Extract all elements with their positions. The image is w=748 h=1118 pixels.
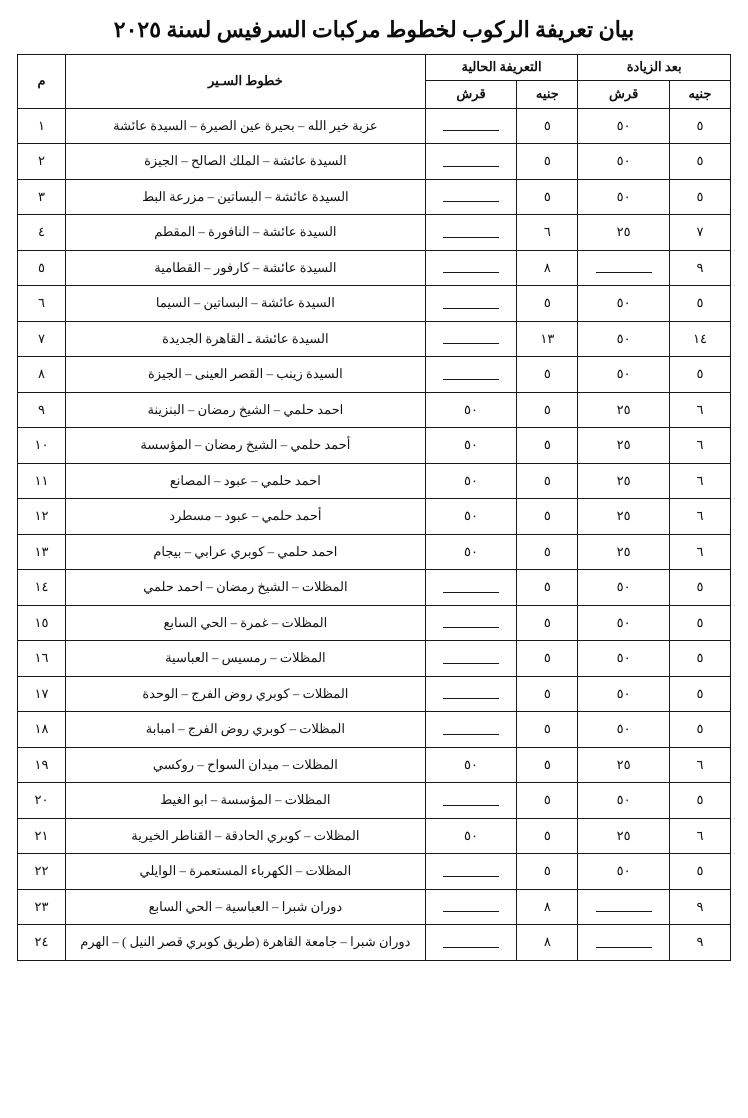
cell-number: ٢٤ xyxy=(18,925,66,961)
cell-current-pound: ٥ xyxy=(517,818,578,854)
cell-increase-pound: ٧ xyxy=(669,215,730,251)
cell-increase-piastre: ٥٠ xyxy=(578,179,670,215)
cell-route: المظلات – الشيخ رمضان – احمد حلمي xyxy=(66,570,426,606)
cell-increase-pound: ٥ xyxy=(669,357,730,393)
table-row xyxy=(18,747,731,783)
tariff-table xyxy=(17,54,731,961)
cell-route: المظلات – كوبري الحادقة – القناطر الخيرية xyxy=(66,818,426,854)
cell-increase-piastre: ٥٠ xyxy=(578,321,670,357)
dash-mark xyxy=(443,371,499,380)
cell-current-piastre: ٥٠ xyxy=(425,463,517,499)
header-increase-piastre: قرش xyxy=(578,80,670,108)
cell-number: ٢٣ xyxy=(18,889,66,925)
cell-route: السيدة عائشة – البساتين – مزرعة البط xyxy=(66,179,426,215)
table-row xyxy=(18,357,731,393)
cell-current-piastre xyxy=(425,641,517,677)
cell-current-piastre: ٥٠ xyxy=(425,428,517,464)
cell-number: ١١ xyxy=(18,463,66,499)
table-header xyxy=(18,54,731,108)
cell-current-piastre: ٥٠ xyxy=(425,534,517,570)
cell-route: المظلات – المؤسسة – ابو الغيط xyxy=(66,783,426,819)
cell-increase-pound: ٦ xyxy=(669,499,730,535)
dash-mark xyxy=(443,335,499,344)
cell-current-pound: ٥ xyxy=(517,357,578,393)
cell-current-pound: ٨ xyxy=(517,925,578,961)
cell-current-pound: ٥ xyxy=(517,570,578,606)
table-row xyxy=(18,854,731,890)
cell-increase-piastre: ٥٠ xyxy=(578,605,670,641)
cell-number: ١٢ xyxy=(18,499,66,535)
dash-mark xyxy=(443,690,499,699)
table-row xyxy=(18,215,731,251)
cell-route: دوران شبرا – العباسية – الحي السابع xyxy=(66,889,426,925)
cell-current-pound: ٥ xyxy=(517,747,578,783)
table-body xyxy=(18,108,731,960)
dash-mark xyxy=(443,655,499,664)
table-row xyxy=(18,818,731,854)
cell-current-pound: ٥ xyxy=(517,641,578,677)
table-row xyxy=(18,712,731,748)
dash-mark xyxy=(443,619,499,628)
cell-increase-piastre: ٥٠ xyxy=(578,286,670,322)
header-number: م xyxy=(18,54,66,108)
cell-current-pound: ٥ xyxy=(517,854,578,890)
table-row xyxy=(18,108,731,144)
cell-increase-piastre: ٥٠ xyxy=(578,676,670,712)
cell-current-pound: ٨ xyxy=(517,250,578,286)
cell-increase-piastre: ٥٠ xyxy=(578,854,670,890)
cell-increase-pound: ٩ xyxy=(669,925,730,961)
cell-route: عزبة خير الله – بحيرة عين الصيرة – السيدة عائشة xyxy=(66,108,426,144)
header-current-pound: جنيه xyxy=(517,80,578,108)
cell-increase-piastre xyxy=(578,250,670,286)
cell-current-piastre xyxy=(425,925,517,961)
cell-increase-pound: ٩ xyxy=(669,250,730,286)
cell-increase-piastre: ٢٥ xyxy=(578,392,670,428)
cell-current-pound: ٥ xyxy=(517,179,578,215)
cell-current-piastre: ٥٠ xyxy=(425,747,517,783)
cell-route: المظلات – رمسيس – العباسية xyxy=(66,641,426,677)
table-row xyxy=(18,428,731,464)
cell-current-pound: ٥ xyxy=(517,534,578,570)
cell-increase-pound: ٦ xyxy=(669,463,730,499)
cell-route: السيدة عائشة – النافورة – المقطم xyxy=(66,215,426,251)
cell-route: المظلات – كوبري روض الفرج – الوحدة xyxy=(66,676,426,712)
cell-increase-piastre: ٥٠ xyxy=(578,712,670,748)
cell-current-piastre xyxy=(425,676,517,712)
cell-increase-pound: ١٤ xyxy=(669,321,730,357)
cell-increase-piastre: ٥٠ xyxy=(578,108,670,144)
cell-increase-pound: ٥ xyxy=(669,144,730,180)
dash-mark xyxy=(443,584,499,593)
cell-increase-pound: ٦ xyxy=(669,818,730,854)
cell-current-piastre xyxy=(425,108,517,144)
table-row xyxy=(18,783,731,819)
cell-current-piastre xyxy=(425,250,517,286)
dash-mark xyxy=(443,797,499,806)
dash-mark xyxy=(443,726,499,735)
cell-route: السيدة عائشة ـ القاهرة الجديدة xyxy=(66,321,426,357)
cell-number: ٦ xyxy=(18,286,66,322)
cell-current-piastre: ٥٠ xyxy=(425,392,517,428)
cell-increase-pound: ٦ xyxy=(669,392,730,428)
cell-increase-piastre: ٢٥ xyxy=(578,463,670,499)
page-title: بيان تعريفة الركوب لخطوط مركبات السرفيس لسنة ٢٠٢٥ xyxy=(113,17,635,42)
cell-number: ٢ xyxy=(18,144,66,180)
cell-number: ١٤ xyxy=(18,570,66,606)
cell-increase-pound: ٥ xyxy=(669,179,730,215)
cell-current-piastre xyxy=(425,570,517,606)
table-row xyxy=(18,641,731,677)
cell-increase-piastre: ٢٥ xyxy=(578,499,670,535)
table-row xyxy=(18,392,731,428)
cell-current-piastre xyxy=(425,889,517,925)
table-row xyxy=(18,605,731,641)
cell-increase-piastre: ٥٠ xyxy=(578,641,670,677)
header-increase-group: بعد الزيادة xyxy=(578,54,731,80)
cell-increase-pound: ٦ xyxy=(669,534,730,570)
dash-mark xyxy=(443,122,499,131)
cell-route: السيدة عائشة – البساتين – السيما xyxy=(66,286,426,322)
cell-number: ٨ xyxy=(18,357,66,393)
cell-route: المظلات – الكهرباء المستعمرة – الوايلي xyxy=(66,854,426,890)
cell-route: السيدة عائشة – كارفور – القطامية xyxy=(66,250,426,286)
cell-number: ٢١ xyxy=(18,818,66,854)
dash-mark xyxy=(443,939,499,948)
cell-route: دوران شبرا – جامعة القاهرة (طريق كوبري قصر النيل ) – الهرم xyxy=(66,925,426,961)
cell-current-piastre xyxy=(425,783,517,819)
cell-increase-piastre: ٢٥ xyxy=(578,215,670,251)
cell-increase-piastre: ٢٥ xyxy=(578,747,670,783)
cell-number: ٢٢ xyxy=(18,854,66,890)
cell-current-piastre xyxy=(425,854,517,890)
header-increase-pound: جنيه xyxy=(669,80,730,108)
cell-number: ١٦ xyxy=(18,641,66,677)
cell-current-piastre xyxy=(425,321,517,357)
cell-number: ٢٠ xyxy=(18,783,66,819)
cell-route: أحمد حلمي – الشيخ رمضان – المؤسسة xyxy=(66,428,426,464)
cell-current-pound: ٥ xyxy=(517,605,578,641)
cell-route: المظلات – ميدان السواح – روكسي xyxy=(66,747,426,783)
cell-current-pound: ٥ xyxy=(517,712,578,748)
cell-number: ٥ xyxy=(18,250,66,286)
cell-increase-pound: ٦ xyxy=(669,747,730,783)
cell-current-piastre xyxy=(425,286,517,322)
cell-current-piastre xyxy=(425,179,517,215)
cell-increase-pound: ٥ xyxy=(669,286,730,322)
cell-increase-piastre: ٥٠ xyxy=(578,570,670,606)
cell-increase-pound: ٩ xyxy=(669,889,730,925)
cell-increase-pound: ٥ xyxy=(669,605,730,641)
cell-number: ١٣ xyxy=(18,534,66,570)
dash-mark xyxy=(596,939,652,948)
cell-number: ١٠ xyxy=(18,428,66,464)
cell-number: ٩ xyxy=(18,392,66,428)
table-row xyxy=(18,179,731,215)
dash-mark xyxy=(596,264,652,273)
dash-mark xyxy=(443,193,499,202)
cell-number: ٣ xyxy=(18,179,66,215)
table-row xyxy=(18,463,731,499)
cell-increase-piastre xyxy=(578,889,670,925)
table-row xyxy=(18,499,731,535)
dash-mark xyxy=(596,903,652,912)
header-current-group: التعريفة الحالية xyxy=(425,54,578,80)
cell-number: ٧ xyxy=(18,321,66,357)
dash-mark xyxy=(443,229,499,238)
cell-increase-piastre xyxy=(578,925,670,961)
cell-increase-piastre: ٥٠ xyxy=(578,783,670,819)
cell-current-piastre: ٥٠ xyxy=(425,818,517,854)
cell-increase-piastre: ٥٠ xyxy=(578,357,670,393)
cell-current-piastre xyxy=(425,712,517,748)
dash-mark xyxy=(443,264,499,273)
cell-increase-pound: ٥ xyxy=(669,108,730,144)
cell-current-pound: ٥ xyxy=(517,428,578,464)
cell-current-piastre xyxy=(425,144,517,180)
cell-increase-pound: ٥ xyxy=(669,854,730,890)
header-routes: خطوط السـير xyxy=(66,54,426,108)
cell-number: ١٧ xyxy=(18,676,66,712)
cell-current-pound: ٥ xyxy=(517,144,578,180)
table-row xyxy=(18,534,731,570)
cell-number: ٤ xyxy=(18,215,66,251)
cell-route: احمد حلمي – الشيخ رمضان – البنزينة xyxy=(66,392,426,428)
cell-number: ١٥ xyxy=(18,605,66,641)
cell-current-pound: ٥ xyxy=(517,286,578,322)
cell-current-pound: ٨ xyxy=(517,889,578,925)
table-row xyxy=(18,676,731,712)
cell-route: السيدة زينب – القصر العينى – الجيزة xyxy=(66,357,426,393)
header-current-piastre: قرش xyxy=(425,80,517,108)
cell-increase-piastre: ٢٥ xyxy=(578,428,670,464)
table-row xyxy=(18,925,731,961)
cell-current-pound: ٥ xyxy=(517,392,578,428)
cell-increase-pound: ٥ xyxy=(669,570,730,606)
cell-increase-pound: ٥ xyxy=(669,712,730,748)
cell-route: المظلات – كوبري روض الفرج – امبابة xyxy=(66,712,426,748)
cell-number: ١٨ xyxy=(18,712,66,748)
dash-mark xyxy=(443,868,499,877)
cell-current-pound: ٥ xyxy=(517,499,578,535)
table-row xyxy=(18,321,731,357)
cell-increase-pound: ٥ xyxy=(669,783,730,819)
table-row xyxy=(18,144,731,180)
cell-current-pound: ٦ xyxy=(517,215,578,251)
dash-mark xyxy=(443,300,499,309)
cell-current-piastre xyxy=(425,357,517,393)
cell-current-piastre: ٥٠ xyxy=(425,499,517,535)
cell-current-pound: ٥ xyxy=(517,108,578,144)
cell-current-pound: ٥ xyxy=(517,676,578,712)
cell-current-piastre xyxy=(425,215,517,251)
cell-current-pound: ٥ xyxy=(517,463,578,499)
cell-number: ١ xyxy=(18,108,66,144)
table-row xyxy=(18,889,731,925)
table-row xyxy=(18,570,731,606)
cell-increase-piastre: ٥٠ xyxy=(578,144,670,180)
cell-increase-pound: ٦ xyxy=(669,428,730,464)
cell-increase-piastre: ٢٥ xyxy=(578,818,670,854)
cell-increase-pound: ٥ xyxy=(669,676,730,712)
cell-increase-piastre: ٢٥ xyxy=(578,534,670,570)
cell-current-pound: ١٣ xyxy=(517,321,578,357)
cell-route: أحمد حلمي – عبود – مسطرد xyxy=(66,499,426,535)
cell-current-pound: ٥ xyxy=(517,783,578,819)
dash-mark xyxy=(443,158,499,167)
cell-current-piastre xyxy=(425,605,517,641)
cell-route: احمد حلمي – عبود – المصانع xyxy=(66,463,426,499)
cell-number: ١٩ xyxy=(18,747,66,783)
dash-mark xyxy=(443,903,499,912)
cell-increase-pound: ٥ xyxy=(669,641,730,677)
cell-route: السيدة عائشة – الملك الصالح – الجيزة xyxy=(66,144,426,180)
table-row xyxy=(18,250,731,286)
cell-route: المظلات – غمرة – الحي السابع xyxy=(66,605,426,641)
table-row xyxy=(18,286,731,322)
cell-route: احمد حلمي – كوبري عرابي – بيجام xyxy=(66,534,426,570)
